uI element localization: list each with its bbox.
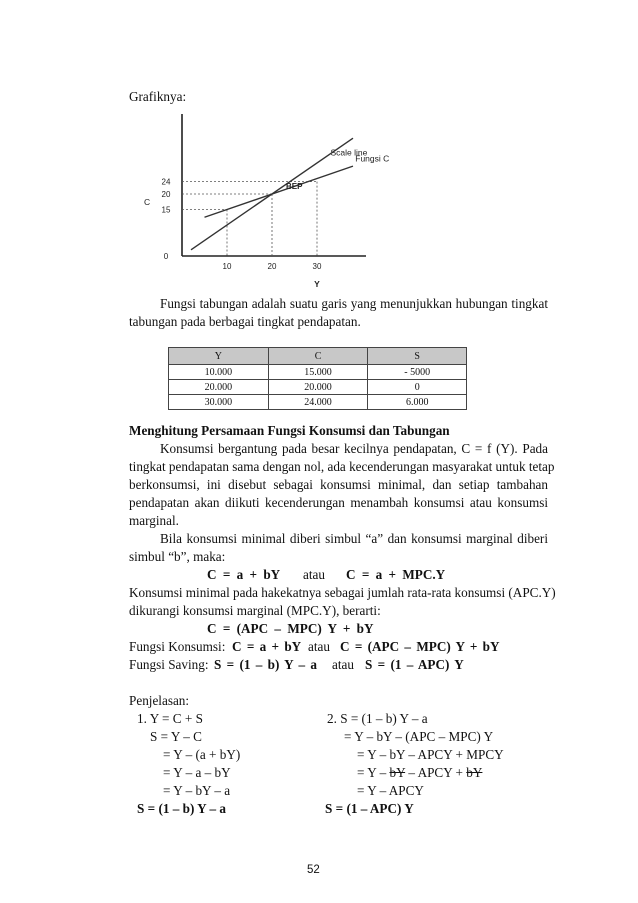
derivation-left-line2: S = Y – C <box>150 729 202 744</box>
table-cell: 20.000 <box>169 380 269 395</box>
saving-table <box>168 347 467 410</box>
y-tick-label: 0 <box>163 252 169 261</box>
table-row <box>169 365 467 380</box>
table-header-s: S <box>368 348 467 365</box>
table-header-y: Y <box>169 348 269 365</box>
derivation-left-result: S = (1 – b) Y – a <box>137 801 226 816</box>
section-title: Menghitung Persamaan Fungsi Konsumsi dan Tabungan <box>129 423 450 438</box>
derivation-right-line4-strike2: bY <box>466 765 483 780</box>
para-tabungan-line1: Fungsi tabungan adalah suatu garis yang menunjukkan hubungan tingkat <box>160 296 548 311</box>
x-tick-label: 10 <box>222 262 232 271</box>
table-row <box>169 380 467 395</box>
page-number: 52 <box>307 864 320 876</box>
formula-2: C = (APC – MPC) Y + bY <box>207 621 374 636</box>
para-konsumsi-line2: tingkat pendapatan sama dengan nol, ada kecenderungan masyarakat untuk tetap <box>129 459 555 474</box>
para-konsumsi-line4: pendapatan akan diikuti kecenderungan menambah konsumsi atau konsumsi <box>129 495 548 510</box>
table-cell: 10.000 <box>169 365 269 380</box>
formula-1-right: C = a + MPC.Y <box>346 567 446 582</box>
para-konsumsi-line3: berkonsumsi, ini disebut sebagai konsumsi minimal, dan setiap tambahan <box>129 477 548 492</box>
para-simbol-line1: Bila konsumsi minimal diberi simbul “a” dan konsumsi marginal diberi <box>160 531 548 546</box>
series-line <box>205 166 354 217</box>
derivation-right-line1: 2. S = (1 – b) Y – a <box>327 711 428 726</box>
derivation-right-line5: = Y – APCY <box>357 783 424 798</box>
grafik-heading: Grafiknya: <box>129 89 187 104</box>
table-cell: - 5000 <box>368 365 467 380</box>
fungsi-saving-label: Fungsi Saving: <box>129 657 209 672</box>
table-header-row <box>169 348 467 365</box>
derivation-right-line3: = Y – bY – APCY + MPCY <box>357 747 504 762</box>
derivation-right-line2: = Y – bY – (APC – MPC) Y <box>344 729 494 744</box>
y-tick-label: 15 <box>161 205 171 215</box>
bep-label: BEP <box>286 182 303 191</box>
table-cell: 15.000 <box>268 365 368 380</box>
derivation-left-line3: = Y – (a + bY) <box>163 747 241 762</box>
consumption-chart <box>140 108 390 290</box>
fungsi-saving-f1: S = (1 – b) Y – a <box>214 657 317 672</box>
para-minimal-line1: Konsumsi minimal pada hakekatnya sebagai jumlah rata-rata konsumsi (APC.Y) <box>129 585 556 600</box>
fungsi-saving-f2: S = (1 – APC) Y <box>365 657 464 672</box>
para-konsumsi-line1: Konsumsi bergantung pada besar kecilnya pendapatan, C = f (Y). Pada <box>160 441 548 456</box>
para-tabungan-line2: tabungan pada berbagai tingkat pendapatan. <box>129 314 361 329</box>
y-tick-label: 20 <box>161 190 171 199</box>
y-axis-label: C <box>144 196 151 207</box>
y-tick-label: 24 <box>161 177 171 187</box>
fungsi-saving-mid: atau <box>332 657 354 672</box>
derivation-left-line5: = Y – bY – a <box>163 783 231 798</box>
para-konsumsi-line5: marginal. <box>129 513 179 528</box>
table-cell: 30.000 <box>169 395 269 410</box>
para-simbol-line2: simbul “b”, maka: <box>129 549 226 564</box>
derivation-right-line4-strike1: bY <box>389 765 406 780</box>
table-cell: 0 <box>368 380 467 395</box>
table-cell: 20.000 <box>268 380 368 395</box>
table-row <box>169 395 467 410</box>
fungsi-konsumsi-mid: atau <box>308 639 330 654</box>
derivation-right-line4-b: – APCY + <box>405 765 467 780</box>
x-axis-label: Y <box>314 279 320 289</box>
derivation-right-result: S = (1 – APC) Y <box>325 801 414 816</box>
derivation-right-line4 <box>357 764 482 782</box>
table-header-c: C <box>268 348 368 365</box>
series-label: Scale line <box>330 147 368 158</box>
table-cell: 6.000 <box>368 395 467 410</box>
para-minimal-line2: dikurangi konsumsi marginal (MPC.Y), berarti: <box>129 603 381 618</box>
fungsi-konsumsi-f2: C = (APC – MPC) Y + bY <box>340 639 500 654</box>
fungsi-konsumsi-label: Fungsi Konsumsi: <box>129 639 226 654</box>
table-cell: 24.000 <box>268 395 368 410</box>
penjelasan-label: Penjelasan: <box>129 693 190 708</box>
derivation-left-line1: 1. Y = C + S <box>137 711 203 726</box>
fungsi-konsumsi-f1: C = a + bY <box>232 639 302 654</box>
series-label: Fungsi C <box>355 153 390 164</box>
formula-1-left: C = a + bY <box>207 567 281 582</box>
x-tick-label: 30 <box>312 262 322 271</box>
x-tick-label: 20 <box>267 262 277 271</box>
formula-1-mid: atau <box>303 567 325 582</box>
derivation-left-line4: = Y – a – bY <box>163 765 231 780</box>
derivation-right-line4-a: = Y – <box>357 765 390 780</box>
